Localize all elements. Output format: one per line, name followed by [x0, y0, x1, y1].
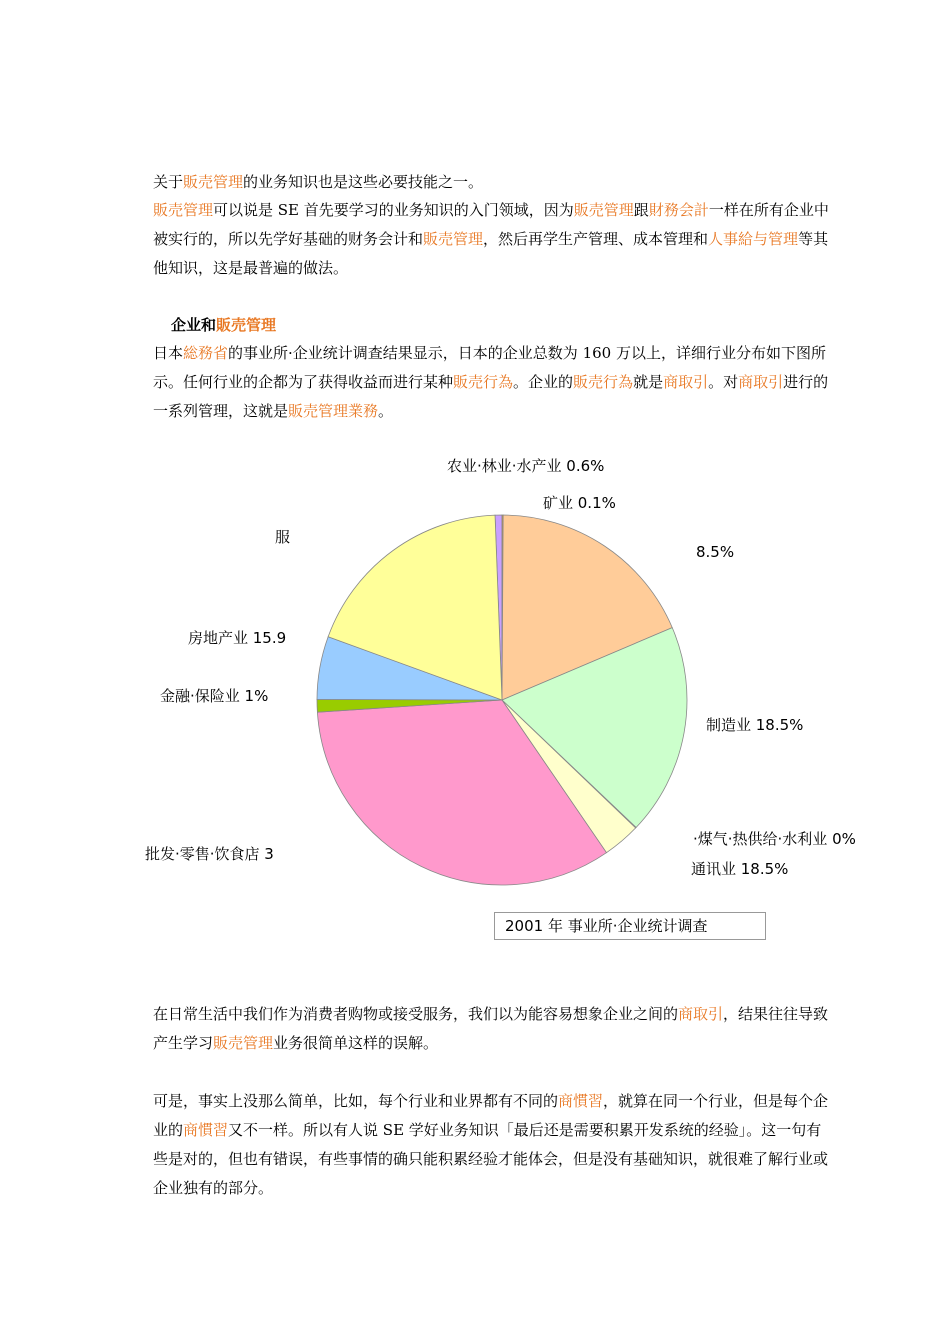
slice-label-3: 制造业 18.5% — [706, 716, 804, 734]
text-segment: 在日常生活中我们作为消费者购物或接受服务，我们以为能容易想象企业之间的 — [153, 1005, 679, 1023]
highlighted-term: 販売行為 — [453, 373, 514, 391]
text-segment: 日本 — [153, 344, 184, 362]
text-segment: ，结果往往导致产生学习 — [153, 1005, 829, 1052]
text-segment: ，就算在同一个行业，但是每个企业的 — [153, 1092, 829, 1139]
text-segment: 就是 — [633, 373, 664, 391]
slice-label-8: 房地产业 15.9 — [188, 629, 287, 647]
highlighted-term: 販売管理 — [423, 230, 484, 248]
paragraph-statistics — [153, 339, 833, 426]
text-segment: 进行的一系列管理，这就是 — [153, 373, 829, 420]
text-segment: 可以说是 SE 首先要学习的业务知识的入门领域，因为 — [213, 201, 574, 219]
highlighted-term: 財務会計 — [648, 201, 709, 219]
highlighted-term: 販売管理 — [153, 201, 214, 219]
highlighted-term: 販売管理 — [573, 201, 634, 219]
section-heading — [171, 312, 276, 338]
highlighted-term: 商取引 — [663, 373, 709, 391]
highlighted-term: 販売管理 — [213, 1034, 274, 1052]
paragraph-misconception — [153, 1000, 833, 1058]
slice-label-6: 批发·零售·饮食店 3 — [145, 845, 274, 863]
heading-highlight: 販売管理 — [216, 316, 277, 334]
heading-prefix: 企业和 — [171, 316, 217, 334]
text-segment: 又不一样。所以有人说 SE 学好业务知识「最后还是需要积累开发系统的经验」。这一句有些是对的，但也有错误，有些事情的确只能积累经验才能体会，但是没有基础知识，就很难了解行业或企业独有的部分。 — [153, 1121, 829, 1197]
slice-label-9: 服 — [275, 528, 291, 546]
highlighted-term: 商慣習 — [558, 1092, 604, 1110]
paragraph-intro — [153, 168, 833, 197]
text-segment: 等其他知识，这是最普遍的做法。 — [153, 230, 829, 277]
slice-label-5: 通讯业 18.5% — [691, 860, 789, 878]
highlighted-term: 販売管理 — [183, 173, 244, 191]
chart-source-box — [494, 912, 766, 940]
paragraph-experience — [153, 1087, 833, 1203]
highlighted-term: 商取引 — [738, 373, 784, 391]
chart-source-text: 2001 年 事业所·企业统计调查 — [505, 917, 708, 935]
text-segment: ，然后再学生产管理、成本管理和 — [483, 230, 709, 248]
text-segment: 。企业的 — [513, 373, 574, 391]
text-segment: 业务很简单这样的误解。 — [273, 1034, 439, 1052]
industry-pie-chart — [0, 440, 950, 900]
paragraph-sales-management — [153, 196, 833, 283]
slice-label-1: 矿业 0.1% — [543, 494, 616, 512]
text-segment: 。对 — [708, 373, 739, 391]
slice-label-2: 8.5% — [696, 543, 735, 561]
text-segment: 。 — [378, 402, 394, 420]
highlighted-term: 商取引 — [678, 1005, 724, 1023]
text-segment: 可是，事实上没那么简单，比如，每个行业和业界都有不同的 — [153, 1092, 559, 1110]
slice-label-0: 农业·林业·水产业 0.6% — [447, 457, 605, 475]
highlighted-term: 総務省 — [183, 344, 229, 362]
text-segment: 跟 — [633, 201, 649, 219]
highlighted-term: 人事給与管理 — [708, 230, 799, 248]
highlighted-term: 商慣習 — [183, 1121, 229, 1139]
highlighted-term: 販売管理業務 — [288, 402, 379, 420]
text-segment: 的业务知识也是这些必要技能之一。 — [243, 173, 484, 191]
highlighted-term: 販売行為 — [573, 373, 634, 391]
text-segment: 的事业所·企业统计调查结果显示，日本的企业总数为 160 万以上，详细行业分布如下图所示。任何行业的企都为了获得收益而进行某种 — [153, 344, 826, 391]
text-segment: 关于 — [153, 173, 184, 191]
slice-label-7: 金融·保险业 1% — [160, 687, 269, 705]
text-segment: 一样在所有企业中被实行的，所以先学好基础的财务会计和 — [153, 201, 829, 248]
slice-label-4: ·煤气·热供给·水利业 0% — [693, 830, 856, 848]
